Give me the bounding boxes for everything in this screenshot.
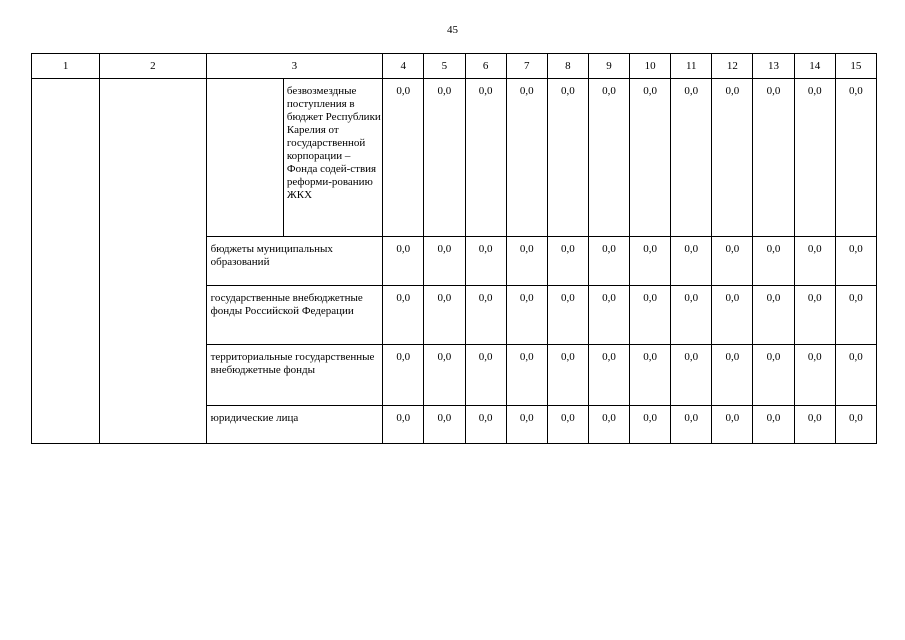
value-cell: 0,0 <box>630 237 671 286</box>
col2-cell <box>100 79 206 444</box>
value-cell: 0,0 <box>712 345 753 406</box>
header-cell: 10 <box>630 54 671 79</box>
header-cell: 6 <box>465 54 506 79</box>
value-cell: 0,0 <box>424 406 465 444</box>
value-cell: 0,0 <box>671 345 712 406</box>
value-cell: 0,0 <box>794 286 835 345</box>
budget-table <box>31 53 877 444</box>
value-cell: 0,0 <box>835 406 876 444</box>
header-cell: 3 <box>206 54 383 79</box>
header-cell: 2 <box>100 54 206 79</box>
header-cell: 9 <box>588 54 629 79</box>
value-cell: 0,0 <box>465 345 506 406</box>
value-cell: 0,0 <box>547 345 588 406</box>
value-cell: 0,0 <box>712 286 753 345</box>
value-cell: 0,0 <box>712 406 753 444</box>
row-label: бюджеты муниципальных образований <box>206 237 383 286</box>
col3-left-cell <box>206 79 283 237</box>
value-cell: 0,0 <box>383 345 424 406</box>
value-cell: 0,0 <box>465 79 506 237</box>
row-label: территориальные государственные внебюджетные фонды <box>206 345 383 406</box>
value-cell: 0,0 <box>630 79 671 237</box>
value-cell: 0,0 <box>588 345 629 406</box>
value-cell: 0,0 <box>383 286 424 345</box>
value-cell: 0,0 <box>753 79 794 237</box>
value-cell: 0,0 <box>424 345 465 406</box>
value-cell: 0,0 <box>671 79 712 237</box>
header-cell: 1 <box>32 54 100 79</box>
header-cell: 15 <box>835 54 876 79</box>
value-cell: 0,0 <box>630 345 671 406</box>
value-cell: 0,0 <box>671 237 712 286</box>
value-cell: 0,0 <box>383 237 424 286</box>
value-cell: 0,0 <box>794 406 835 444</box>
header-cell: 11 <box>671 54 712 79</box>
value-cell: 0,0 <box>588 237 629 286</box>
value-cell: 0,0 <box>424 79 465 237</box>
header-cell: 12 <box>712 54 753 79</box>
value-cell: 0,0 <box>630 406 671 444</box>
value-cell: 0,0 <box>835 79 876 237</box>
value-cell: 0,0 <box>424 237 465 286</box>
value-cell: 0,0 <box>547 237 588 286</box>
value-cell: 0,0 <box>753 237 794 286</box>
row-label: государственные внебюджетные фонды Российской Федерации <box>206 286 383 345</box>
header-cell: 13 <box>753 54 794 79</box>
header-cell: 5 <box>424 54 465 79</box>
value-cell: 0,0 <box>835 286 876 345</box>
header-cell: 14 <box>794 54 835 79</box>
value-cell: 0,0 <box>671 406 712 444</box>
value-cell: 0,0 <box>588 79 629 237</box>
value-cell: 0,0 <box>712 79 753 237</box>
value-cell: 0,0 <box>506 406 547 444</box>
value-cell: 0,0 <box>465 406 506 444</box>
page-number: 45 <box>447 24 458 36</box>
value-cell: 0,0 <box>794 237 835 286</box>
value-cell: 0,0 <box>794 345 835 406</box>
header-cell: 7 <box>506 54 547 79</box>
value-cell: 0,0 <box>753 286 794 345</box>
value-cell: 0,0 <box>753 406 794 444</box>
value-cell: 0,0 <box>712 237 753 286</box>
value-cell: 0,0 <box>588 286 629 345</box>
value-cell: 0,0 <box>671 286 712 345</box>
row-label: безвозмездные поступления в бюджет Республики Карелия от государственной корпорации – Фонда содей-ствия реформи-рованию ЖКХ <box>283 79 382 237</box>
value-cell: 0,0 <box>506 237 547 286</box>
value-cell: 0,0 <box>753 345 794 406</box>
value-cell: 0,0 <box>547 79 588 237</box>
value-cell: 0,0 <box>630 286 671 345</box>
header-cell: 4 <box>383 54 424 79</box>
header-cell: 8 <box>547 54 588 79</box>
value-cell: 0,0 <box>506 345 547 406</box>
value-cell: 0,0 <box>465 237 506 286</box>
value-cell: 0,0 <box>465 286 506 345</box>
value-cell: 0,0 <box>588 406 629 444</box>
value-cell: 0,0 <box>383 406 424 444</box>
col1-cell <box>32 79 100 444</box>
value-cell: 0,0 <box>424 286 465 345</box>
row-label: юридические лица <box>206 406 383 444</box>
value-cell: 0,0 <box>506 79 547 237</box>
value-cell: 0,0 <box>547 286 588 345</box>
value-cell: 0,0 <box>794 79 835 237</box>
value-cell: 0,0 <box>506 286 547 345</box>
value-cell: 0,0 <box>835 345 876 406</box>
header-row <box>32 54 877 79</box>
value-cell: 0,0 <box>835 237 876 286</box>
value-cell: 0,0 <box>383 79 424 237</box>
table-row <box>32 79 877 237</box>
value-cell: 0,0 <box>547 406 588 444</box>
